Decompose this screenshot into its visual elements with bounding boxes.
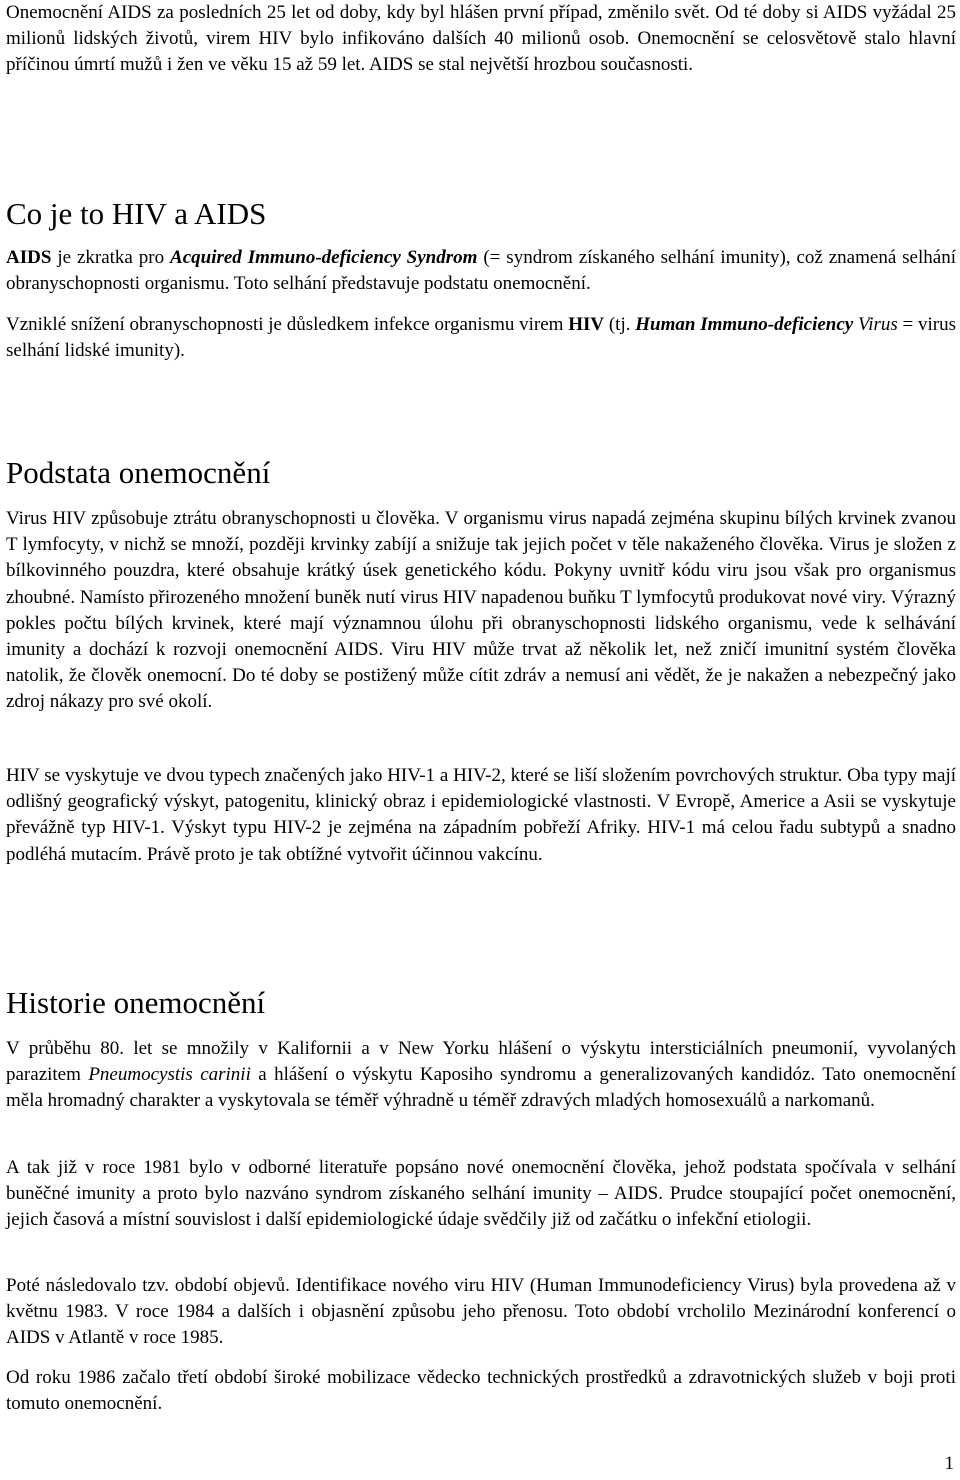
section3-paragraph-1: V průběhu 80. let se množily v Kalifornii a v New Yorku hlášení o výskytu intersticiálních pneumonií, vyvolaných parazitem Pneumocystis carinii a hlášení o výskytu Kaposiho syndromu a generalizovaných kandidóz. Tato onemocnění měla hromadný charakter a vyskytovala se téměř výhradně u téměř zdravých mladých homosexuálů a narkomanů. <box>6 1038 956 1112</box>
section3-paragraph-4: Od roku 1986 začalo třetí období široké mobilizace vědecko technických prostředků a zdravotnických služeb v boji proti tomuto onemocnění. <box>6 1367 956 1415</box>
section3-paragraph-2: A tak již v roce 1981 bylo v odborné literatuře popsáno nové onemocnění člověka, jehož podstata spočívala v selhání buněčné imunity a proto bylo nazváno syndrom získaného selhání imunity – AIDS. Prudce stoupající počet onemocnění, jejich časová a místní souvislost i další epidemiologické údaje svědčily již od začátku o infekční etiologii. <box>6 1157 956 1231</box>
hiv-expansion-italic: Virus <box>853 314 898 335</box>
section2-paragraph-2: HIV se vyskytuje ve dvou typech značených jako HIV-1 a HIV-2, které se liší složením povrchových struktur. Oba typy mají odlišný geografický výskyt, patogenitu, klinický obraz i epidemiologické vlastnosti. V Evropě, Americe a Asii se vyskytuje převážně typ HIV-1. Výskyt typu HIV-2 je zejména na západním pobřeží Afriky. HIV-1 má celou řadu subtypů a snadno podléhá mutacím. Právě proto je tak obtížné vytvořit účinnou vakcínu. <box>6 765 956 865</box>
section-heading-podstata: Podstata onemocnění <box>6 455 271 490</box>
section2-paragraph-1: Virus HIV způsobuje ztrátu obranyschopnosti u člověka. V organismu virus napadá zejména skupinu bílých krvinek zvanou T lymfocyty, v nichž se množí, později krvinky zabíjí a snižuje tak jejich počet v těle nakaženého člověka. Virus je složen z bílkovinného pouzdra, které obsahuje krátký úsek genetického kódu. Pokyny uvnitř kódu viru jsou však pro organismus zhoubné. Namísto přirozeného množení buněk nutí virus HIV napadenou buňku T lymfocytů produkovat nové viry. Výrazný pokles počtu bílých krvinek, které mají významnou úlohu při obranyschopnosti lidského organismu, vede k selhávání imunity a dochází k rozvoji onemocnění AIDS. Viru HIV může trvat až několik let, než zničí imunitní systém člověka natolik, že člověk onemocní. Do té doby se postižený může cítit zdráv a nemusí ani vědět, že je nakažen a nebezpečný jako zdroj nákazy pro své okolí. <box>6 508 956 713</box>
section1-paragraph-hiv: Vzniklé snížení obranyschopnosti je důsledkem infekce organismu virem HIV (tj. Human Immuno-deficiency Virus = virus selhání lidské imunity). <box>6 314 956 362</box>
term-hiv: HIV <box>568 314 605 335</box>
hiv-expansion-bold: Human Immuno-deficiency <box>635 314 854 335</box>
page-number: 1 <box>944 1453 954 1474</box>
section1-paragraph-definition: AIDS je zkratka pro Acquired Immuno-deficiency Syndrom (= syndrom získaného selhání imunity), což znamená selhání obranyschopnosti organismu. Toto selhání představuje podstatu onemocnění. <box>6 247 956 295</box>
section-heading-what-is-hiv-aids: Co je to HIV a AIDS <box>6 196 267 231</box>
aids-expansion: Acquired Immuno-deficiency Syndrom <box>170 247 478 268</box>
species-name: Pneumocystis carinii <box>88 1064 251 1086</box>
intro-paragraph: Onemocnění AIDS za posledních 25 let od doby, kdy byl hlášen první případ, změnilo svět. Od té doby si AIDS vyžádal 25 milionů lidských životů, virem HIV bylo infikováno dalších 40 milionů osob. Onemocnění se celosvětově stalo hlavní příčinou úmrtí mužů i žen ve věku 15 až 59 let. AIDS se stal největší hrozbou současnosti. <box>6 2 956 76</box>
term-aids: AIDS <box>6 247 52 268</box>
section-heading-historie: Historie onemocnění <box>6 985 266 1020</box>
section3-paragraph-3: Poté následovalo tzv. období objevů. Identifikace nového viru HIV (Human Immunodeficiency Virus) byla provedena až v květnu 1983. V roce 1984 a dalších i objasnění způsobu jeho přenosu. Toto období vrcholilo Mezinárodní konferencí o AIDS v Atlantě v roce 1985. <box>6 1275 956 1349</box>
